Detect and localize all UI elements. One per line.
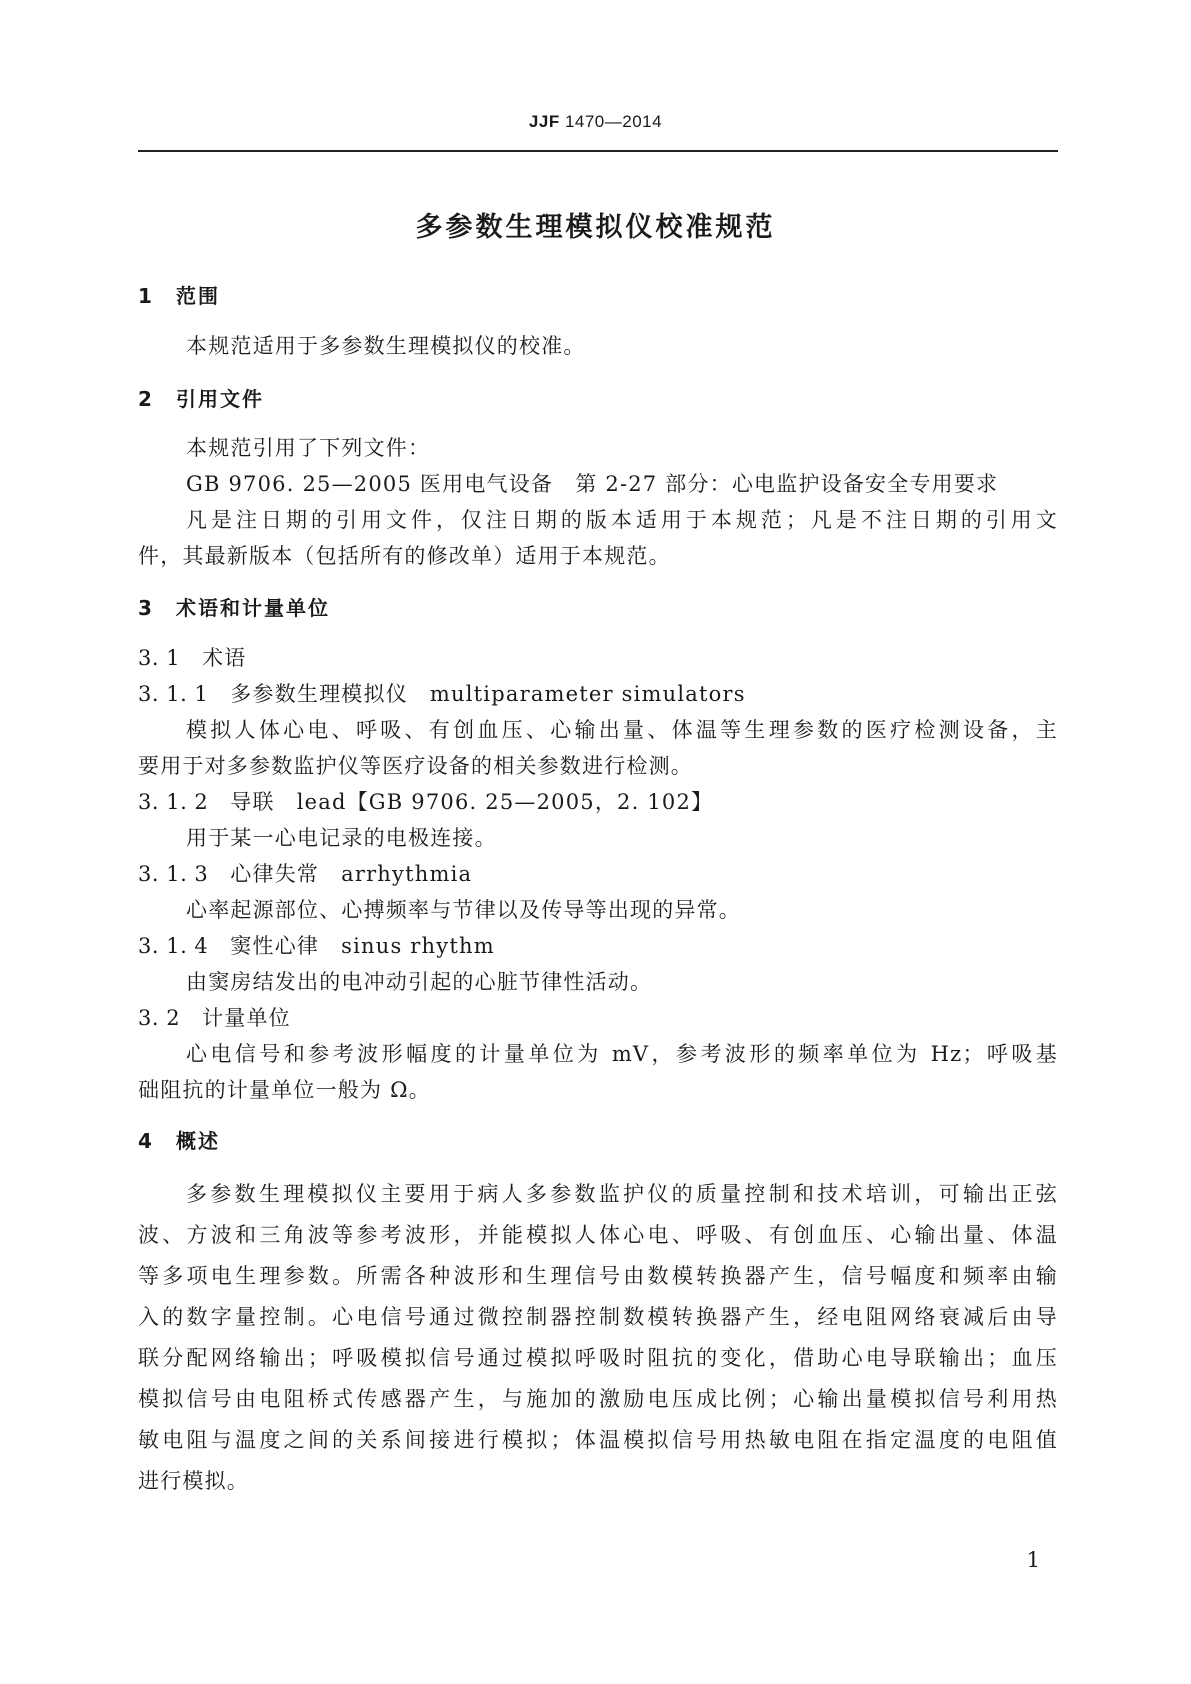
header-divider xyxy=(138,150,1058,152)
section-4-heading xyxy=(138,1123,1058,1159)
term-name: 心律失常 xyxy=(230,862,320,886)
overview-line: 入的数字量控制。心电信号通过微控制器控制数模转换器产生，经电阻网络衰减后由导 xyxy=(138,1305,1058,1329)
subsection-3-2 xyxy=(138,1000,1058,1036)
section-1-heading xyxy=(138,278,1058,314)
section-number: 3 xyxy=(138,596,152,620)
page-number: 1 xyxy=(1026,1548,1040,1572)
term-3-1-3 xyxy=(138,856,1058,892)
definition-line: 模拟人体心电、呼吸、有创血压、心输出量、体温等生理参数的医疗检测设备，主 xyxy=(186,718,1058,742)
subsection-title: 术语 xyxy=(202,646,247,670)
paragraph-line: 心电信号和参考波形幅度的计量单位为 mV，参考波形的频率单位为 Hz；呼吸基 xyxy=(186,1042,1058,1066)
term-number: 3. 1. 2 xyxy=(138,790,209,814)
section-number: 4 xyxy=(138,1129,152,1153)
subsection-3-1 xyxy=(138,640,1058,676)
term-number: 3. 1. 3 xyxy=(138,862,209,886)
overview-line: 联分配网络输出；呼吸模拟信号通过模拟呼吸时阻抗的变化，借助心电导联输出；血压 xyxy=(138,1346,1058,1370)
overview-line: 等多项电生理参数。所需各种波形和生理信号由数模转换器产生，信号幅度和频率由输 xyxy=(138,1264,1058,1288)
overview-line: 多参数生理模拟仪主要用于病人多参数监护仪的质量控制和技术培训，可输出正弦 xyxy=(186,1182,1058,1206)
section-number: 2 xyxy=(138,387,152,411)
definition-line: 用于某一心电记录的电极连接。 xyxy=(186,826,497,850)
term-english: lead【GB 9706. 25—2005，2. 102】 xyxy=(296,790,714,814)
definition-line: 心率起源部位、心搏频率与节律以及传导等出现的异常。 xyxy=(186,898,741,922)
section-title: 概述 xyxy=(176,1129,220,1153)
paragraph-line: 件，其最新版本（包括所有的修改单）适用于本规范。 xyxy=(138,544,671,568)
running-header xyxy=(0,112,1191,132)
subsection-title: 计量单位 xyxy=(202,1006,291,1030)
overview-line: 敏电阻与温度之间的关系间接进行模拟；体温模拟信号用热敏电阻在指定温度的电阻值 xyxy=(138,1428,1058,1452)
overview-line: 进行模拟。 xyxy=(138,1469,249,1493)
term-name: 导联 xyxy=(230,790,275,814)
term-3-1-1 xyxy=(138,676,1058,712)
term-number: 3. 1. 1 xyxy=(138,682,209,706)
standard-prefix: JJF xyxy=(528,112,560,131)
section-title: 引用文件 xyxy=(176,387,264,411)
section-3-heading xyxy=(138,590,1058,626)
definition-line: 由窦房结发出的电冲动引起的心脏节律性活动。 xyxy=(186,970,653,994)
subsection-number: 3. 2 xyxy=(138,1006,181,1030)
section-title: 范围 xyxy=(176,284,220,308)
overview-line: 模拟信号由电阻桥式传感器产生，与施加的激励电压成比例；心输出量模拟信号利用热 xyxy=(138,1387,1058,1411)
subsection-number: 3. 1 xyxy=(138,646,181,670)
section-title: 术语和计量单位 xyxy=(176,596,330,620)
paragraph-line: 础阻抗的计量单位一般为 Ω。 xyxy=(138,1078,431,1102)
overview-line: 波、方波和三角波等参考波形，并能模拟人体心电、呼吸、有创血压、心输出量、体温 xyxy=(138,1223,1058,1247)
term-name: 窦性心律 xyxy=(230,934,320,958)
term-3-1-4 xyxy=(138,928,1058,964)
definition-line: 要用于对多参数监护仪等医疗设备的相关参数进行检测。 xyxy=(138,754,693,778)
reference-item: GB 9706. 25—2005 医用电气设备 第 2-27 部分：心电监护设备安全专用要求 xyxy=(186,472,999,496)
term-english: arrhythmia xyxy=(341,862,473,886)
term-english: multiparameter simulators xyxy=(429,682,746,706)
paragraph-line: 凡是注日期的引用文件，仅注日期的版本适用于本规范；凡是不注日期的引用文 xyxy=(186,508,1058,532)
term-name: 多参数生理模拟仪 xyxy=(230,682,408,706)
paragraph: 本规范适用于多参数生理模拟仪的校准。 xyxy=(186,334,586,358)
standard-number: 1470—2014 xyxy=(564,112,663,131)
term-english: sinus rhythm xyxy=(341,934,495,958)
paragraph: 本规范引用了下列文件： xyxy=(186,436,431,460)
section-2-heading xyxy=(138,381,1058,417)
section-number: 1 xyxy=(138,284,152,308)
term-3-1-2 xyxy=(138,784,1058,820)
document-title: 多参数生理模拟仪校准规范 xyxy=(415,212,776,243)
term-number: 3. 1. 4 xyxy=(138,934,209,958)
